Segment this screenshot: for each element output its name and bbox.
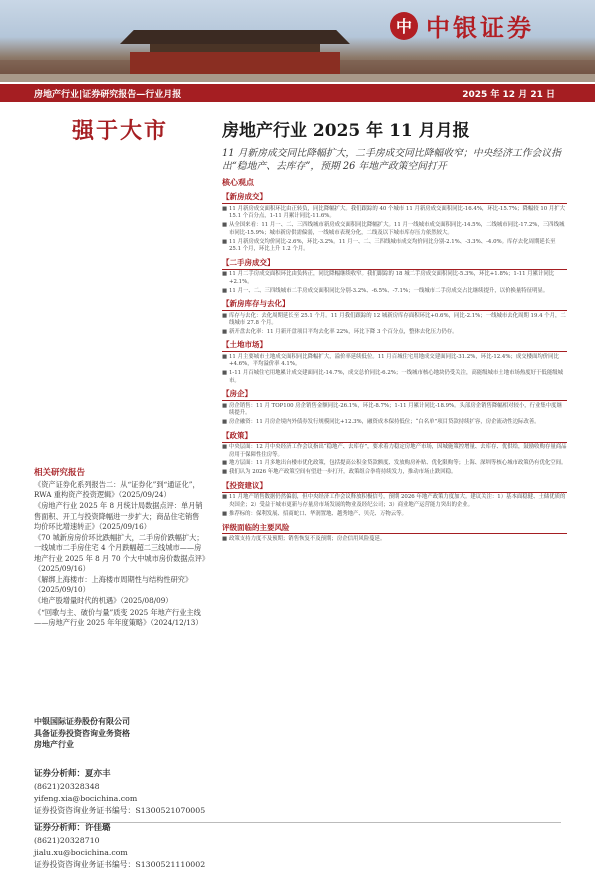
bullet-item [222, 222, 567, 237]
bullet-text: 11 月新房成交面积环比由正转负，同比降幅扩大。我们跟踪的 40 个城市 11 月新房成交面积同比-16.4%，环比-15.7%；降幅较 10 月扩大 15.1 个百分点，1-11 月累计同比-11.6%。 [229, 205, 566, 220]
bullet-icon: ■ [222, 419, 228, 426]
section-heading: 【房企】 [222, 388, 567, 401]
industry-rating: 强于大市 [71, 118, 168, 144]
risk-text: 政策支持力度不及预期；销售恢复不及预期；房企信用风险蔓延。 [229, 535, 386, 542]
bullet-item [222, 271, 567, 286]
company-industry: 房地产行业 [34, 739, 74, 750]
bullet-icon: ■ [222, 353, 228, 360]
bullet-icon: ■ [222, 444, 228, 451]
section-heading: 【新房成交】 [222, 191, 567, 204]
bullet-icon: ■ [222, 494, 228, 501]
section-heading: 【二手房成交】 [222, 257, 567, 270]
risk-heading: 评级面临的主要风险 [222, 522, 567, 534]
bullet-text: 1-11 月百城住宅用地累计成交建面同比-14.7%，成交总价同比-6.2%；一线城市核心地块仍受关注，高能级城市土地市场热度好于低能级城市。 [229, 370, 563, 384]
analyst-email[interactable]: yifeng.xia@bocichina.com [34, 794, 138, 804]
report-title: 房地产行业 2025 年 11 月月报 [222, 121, 470, 141]
section [222, 298, 567, 336]
bullet-item [222, 354, 567, 369]
company-info [34, 716, 206, 751]
bullet-item [222, 403, 567, 418]
bullet-item [222, 494, 567, 509]
bullet-item [222, 288, 567, 295]
section-heading: 【新房库存与去化】 [222, 298, 567, 311]
bullet-text: 11 月新房成交均价同比-2.6%，环比-3.2%。11 月一、二、三四线城市成交均价同比分别-2.1%、-3.3%、-4.0%。库存去化周期延长至 25.1 个月，环比上升 1.2 个月。 [229, 238, 556, 253]
core-view-sections [222, 191, 567, 518]
bullet-item [222, 469, 567, 476]
analyst-name: 证券分析师：许佳璐 [34, 823, 111, 833]
related-report-item[interactable]: 《70 城新房房价环比跌幅扩大，二手房价跌幅扩大；一线城市二手房住宅 4 个月跌幅超二三线城市——房地产行业 2025 年 8 月 70 个大中城市房价数据点评》（2025/09/16） [34, 533, 206, 573]
bullet-text: 11 月地产销售数据仍然偏弱，但中央经济工作会议释放积极信号，预期 2026 年地产政策力度加大。建议关注：1）基本面稳健、土储优质的央国企；2）受益于城市更新与存量房市场发展的物业及经纪公司；3）商业地产运营能力突出的企业。 [229, 494, 566, 508]
risk-item [222, 536, 567, 543]
bullet-text: 库存与去化：去化周期延长至 25.1 个月。11 月我们跟踪的 12 城新房库存面积环比+0.6%，同比-2.1%；一线城市去化周期 19.4 个月，二线城市 27.8 个月。 [229, 312, 566, 326]
bullet-icon: ■ [222, 312, 228, 319]
report-header-bar [0, 84, 595, 102]
report-body [222, 104, 567, 841]
company-name: 中银国际证券股份有限公司 [34, 716, 130, 726]
bullet-text: 11 月主要城市土地成交面积同比降幅扩大，溢价率延续低位。11 月百城住宅用地成交建面同比-31.2%，环比-12.4%；成交楼面均价同比+4.6%，平均溢价率 4.1%。 [229, 353, 559, 368]
banner-palace-roof [120, 30, 350, 44]
section [222, 339, 567, 385]
bullet-icon: ■ [222, 469, 228, 476]
section [222, 191, 567, 253]
bullet-text: 11 月一、二、三四线城市二手房成交面积同比分别-3.2%、-6.5%、-7.1%；一线城市二手房成交占比继续提升，以价换量特征明显。 [229, 287, 549, 294]
bullet-icon: ■ [222, 205, 228, 212]
analyst-phone: (8621)20328348 [34, 782, 100, 792]
related-reports-title: 相关研究报告 [34, 468, 86, 478]
bullet-item [222, 460, 567, 467]
section-heading: 【投资建议】 [222, 480, 567, 493]
section [222, 430, 567, 477]
bullet-item [222, 206, 567, 221]
cover-banner-image [0, 0, 595, 82]
company-qualification: 具备证券投资咨询业务资格 [34, 727, 130, 738]
section [222, 480, 567, 518]
bullet-icon: ■ [222, 238, 228, 245]
banner-plaza [0, 74, 595, 82]
related-report-item[interactable]: 《地产股增量时代的机遇》（2025/08/09） [34, 596, 173, 606]
bullet-icon: ■ [222, 535, 228, 542]
sidebar [34, 104, 206, 870]
footer-divider [34, 822, 561, 823]
bullet-icon: ■ [222, 287, 228, 294]
core-view-label: 核心观点 [222, 177, 254, 188]
bullet-item [222, 511, 567, 518]
related-reports-list [34, 480, 206, 629]
bullet-text: 地方层面：11 月多地出台楼市优化政策，包括提高公积金贷款额度、发放购房补贴、优化限购等；上海、深圳等核心城市政策仍有优化空间。 [229, 460, 567, 467]
analyst-card [34, 768, 206, 817]
section [222, 257, 567, 295]
analyst-name: 证券分析师：夏亦丰 [34, 769, 111, 779]
bullet-text: 推荐标的：保利发展、招商蛇口、华润置地、越秀地产、贝壳、万物云等。 [229, 510, 407, 517]
bullet-icon: ■ [222, 328, 228, 335]
bullet-icon: ■ [222, 370, 228, 377]
bullet-text: 新开盘去化率：11 月新开盘项目平均去化率 22%，环比下降 3 个百分点，整体去化压力仍存。 [229, 328, 458, 335]
banner-palace-building [130, 52, 340, 74]
bullet-icon: ■ [222, 222, 228, 229]
bullet-text: 房企销售：11 月 TOP100 房企销售金额同比-26.1%，环比-8.7%；1-11 月累计同比-18.9%。头部房企销售降幅相对较小，行业集中度继续提升。 [229, 402, 562, 417]
analyst-cert: 证券投资咨询业务证书编号：S1300521110002 [34, 860, 206, 870]
section-heading: 【政策】 [222, 430, 567, 443]
analyst-phone: (8621)20328710 [34, 836, 100, 846]
bullet-icon: ■ [222, 402, 228, 409]
bullet-icon: ■ [222, 271, 228, 278]
related-report-item[interactable]: 《房地产行业 2025 年 8 月统计局数据点评：单月销售面积、开工与投资降幅进一步扩大；商品住宅销售均价环比增速转正》（2025/09/16） [34, 501, 203, 531]
brand-logo [390, 8, 534, 43]
bullet-icon: ■ [222, 460, 228, 467]
bullet-item [222, 313, 567, 328]
report-category: 房地产行业|证券研究报告—行业月报 [34, 90, 182, 100]
section-heading: 【土地市场】 [222, 339, 567, 352]
analyst-card [34, 822, 206, 871]
bullet-text: 我们认为 2026 年地产政策空间有望进一步打开，政策组合拳将持续发力，推动市场止跌回稳。 [229, 469, 457, 476]
section [222, 388, 567, 426]
report-date: 2025 年 12 月 21 日 [462, 90, 555, 100]
related-report-item[interactable]: 《“回歌与主、破价与量”质变 2025 年地产行业主线——房地产行业 2025 年年度策略》（2024/12/13） [34, 607, 203, 627]
bullet-text: 中央层面：12 月中央经济工作会议指出“稳地产、去库存”，要求着力稳定房地产市场，因城施策控增量、去库存、优供给，鼓励收购存量商品房用于保障性住房等。 [229, 444, 567, 458]
bullet-item [222, 444, 567, 459]
bullet-text: 从全国来看：11 月一、二、三四线城市新房成交面积同比降幅扩大。11 月一线城市成交面积同比-14.5%，二线城市同比-17.2%，三四线城市同比-15.9%；城市新房供需偏弱，一线城市表现分化，二线及以下城市库存压力依然较大。 [229, 222, 565, 236]
bullet-item [222, 370, 567, 385]
related-report-item[interactable]: 《资产证券化系列报告二：从“证券化”到“通证化”，RWA 重构资产投资逻辑》（2025/09/24） [34, 480, 200, 500]
bullet-text: 房企融资：11 月房企境内外债券发行规模同比+12.3%，融资成本保持低位；“白名单”项目贷款持续扩容，房企流动性边际改善。 [229, 419, 540, 426]
brand-logo-mark-icon: 中 [390, 12, 418, 40]
related-report-item[interactable]: 《解绑上海楼市：上海楼市周期性与结构性研究》（2025/09/10） [34, 574, 193, 595]
report-subtitle: 11 月新房成交同比降幅扩大，二手房成交同比降幅收窄；中央经济工作会议指出“稳地产、去库存”，预期 26 年地产政策空间打开 [222, 148, 561, 173]
bullet-item [222, 419, 567, 426]
bullet-item [222, 239, 567, 254]
analyst-email[interactable]: jialu.xu@bocichina.com [34, 848, 128, 858]
brand-logo-text: 中银证券 [426, 14, 534, 42]
bullet-item [222, 329, 567, 336]
banner-palace-eave [150, 44, 320, 52]
bullet-icon: ■ [222, 510, 228, 517]
analyst-cert: 证券投资咨询业务证书编号：S1300521070005 [34, 806, 206, 816]
bullet-text: 11 月二手房成交面积环比由负转正，同比降幅继续收窄。我们跟踪的 18 城二手房成交面积同比-5.3%，环比+1.8%；1-11 月累计同比+2.1%。 [229, 271, 555, 285]
